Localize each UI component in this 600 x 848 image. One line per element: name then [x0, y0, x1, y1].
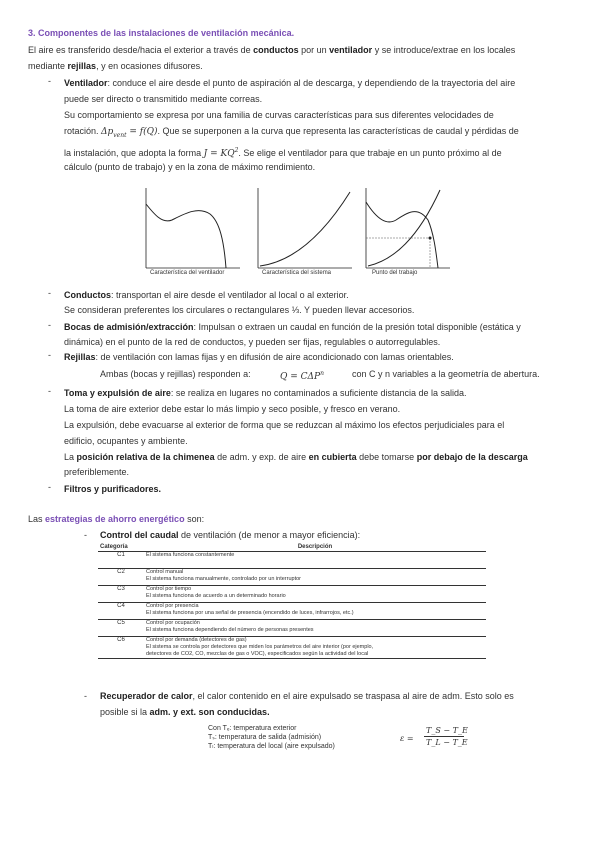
intro-line-1: El aire es transferido desde/hacia el exterior a través de conductos por un ventilador y se introduce/extrae en los locales — [28, 45, 516, 55]
bullet-toma: - — [48, 386, 51, 396]
toma-line-6: preferiblemente. — [64, 467, 130, 477]
toma-line-5: La posición relativa de la chimenea de adm. y exp. de aire en cubierta debe tomarse por debajo de la descarga — [64, 452, 528, 462]
legend-ts: Tₛ: temperatura de salida (admisión) — [208, 734, 322, 741]
operating-point-marker — [429, 237, 432, 240]
control-table — [98, 543, 486, 659]
rejillas-line-2a: Ambas (bocas y rejillas) responden a: — [100, 369, 251, 379]
conductos-line-1: Conductos: transportan el aire desde el ventilador al local o al exterior. — [64, 290, 349, 300]
chart-label-system: Característica del sistema — [262, 270, 332, 276]
bullet-bocas: - — [48, 320, 51, 330]
chart-system-characteristic — [258, 188, 352, 268]
chart-fan-characteristic — [146, 188, 240, 268]
table-row: C4 Control por presencia El sistema funciona por una señal de presencia (encendido de luces, infrarrojos, etc.) — [98, 603, 486, 620]
fan-curves-figure — [140, 180, 450, 280]
bullet-control: - — [84, 530, 87, 540]
legend-tl: Tₗ: temperatura del local (aire expulsado) — [208, 743, 335, 750]
intro-line-2: mediante rejillas, y en ocasiones difusores. — [28, 61, 203, 71]
legend-te: Con Tₑ: temperatura exterior — [208, 725, 297, 732]
toma-line-1: Toma y expulsión de aire: se realiza en lugares no contaminados a suficiente distancia de la salida. — [64, 388, 467, 398]
system-curve — [260, 192, 350, 266]
toma-line-4: edificio, ocupantes y ambiente. — [64, 436, 188, 446]
bullet-recuperador: - — [84, 691, 87, 701]
toma-line-3: La expulsión, debe evacuarse al exterior de forma que se reduzcan al máximo los efectos perjudiciales para el — [64, 420, 505, 430]
table-row: C6 Control por demanda (detectores de gas) El sistema se controla por detectores que miden los parámetros del aire interior (por ejemplo, detectores de CO2, CO, mezclas de gas o VOC), especificados según la actividad del local — [98, 637, 486, 659]
estrategias-line: Las estrategias de ahorro energético son: — [28, 514, 205, 524]
conductos-line-2: Se consideran preferentes los circulares o rectangulares ⅓. Y pueden llevar accesorios. — [64, 305, 415, 315]
bocas-line-1: Bocas de admisión/extracción: Impulsan o extraen un caudal en función de la presión total disponible (estática y — [64, 322, 521, 332]
chart-label-fan: Característica del ventilador — [150, 270, 225, 276]
rejillas-line-1: Rejillas: de ventilación con lamas fijas y en difusión de aire acondicionado con lamas orientables. — [64, 352, 454, 362]
document-page: 3. Componentes de las instalaciones de ventilación mecánica. El aire es transferido desde/hacia el exterior a través de conductos por un ventilador y se introduce/extrae en los locales mediante rejillas, y en ocasiones difusores. - Ventilador: conduce el aire desde el punto de aspiración al de descarga, y dependiendo de la trayectoria del aire puede ser directo o transmitido mediante correas. Su comportamiento se expresa por una familia de curvas características para sus diferentes velocidades de rotación. $\Delta p_{vent} = f(Q)$. Que se superponen a la curva que representa las características de caudal y pérdidas de la instalación, que adopta la forma $J = KQ^2$. Se elige el ventilador para que trabaje en un punto próximo al de cálculo (punto de trabajo) y en la zona de máximo rendimiento. Característica del ventilador Característica del sistema Punto del trabajo - Conductos: transportan el aire desde el ventilador al local o al exterior. Se consideran preferentes los circulares o rectangulares ⅓. Y pueden llevar accesorios. - Bocas de admisión/extracción: Impulsan o extraen un caudal en función de la presión total disponible (estática y dinámica) en el punto de la red de conductos, y pueden ser fijas, regulables o autorregulables. - Rejillas: de ventilación con lamas fijas y en difusión de aire acondicionado con lamas orientables. Ambas (bocas y rejillas) responden a: $Q = C\Delta P^n$ con C y n variables a la geometría de abertura. - Toma y expulsión de aire: se realiza en lugares no contaminados a suficiente distancia de la salida. La toma de aire exterior debe estar lo más limpio y seco posible, y fresco en verano. La expulsión, debe evacuarse al exterior de forma que se reduzcan al máximo los efectos perjudiciales para el edificio, ocupantes y ambiente. La posición relativa de la chimenea de adm. y exp. de aire en cubierta debe tomarse por debajo de la descarga preferiblemente. - Filtros y purificadores. Las estrategias de ahorro energético son: - Control del caudal de ventilación (de menor a mayor eficiencia): Categoría Descripción C1 El sistema funciona constantemente C2 Control manual El sistema funciona manualmente, controlado por un interruptor C3 Control por tiempo El sistema funciona de acuerdo a un determinado horario C4 Control por presencia El sistema funciona por una señal de presencia (encendido de luces, infrarrojos, etc.) C5 Control por ocupación El sistema funciona dependiendo del número de personas presentes C6 Control por demanda (detectores de gas) El sistema se controla por detectores que miden los parámetros del aire interior (por ejemplo, detectores de CO2, CO, mezclas de gas o VOC), especificados según la actividad del local - Recuperador de calor, el calor contenido en el aire expulsado se traspasa al aire de adm. Esto solo es posible si la adm. y ext. son conducidas. Con Tₑ: temperatura exterior Tₛ: temperatura de salida (admisión) Tₗ: temperatura del local (aire expulsado) ε = T_S − T_E T_L − T_E — [28, 28, 540, 750]
filtros-line: Filtros y purificadores. — [64, 484, 162, 494]
table-header-row — [98, 543, 486, 552]
ventilador-line-3: Su comportamiento se expresa por una familia de curvas características para sus diferentes velocidades de — [64, 110, 494, 120]
ventilador-line-6: cálculo (punto de trabajo) y en la zona de máximo rendimiento. — [64, 162, 316, 172]
rejillas-formula: $Q = C\Delta P^n$ — [280, 370, 324, 382]
section-title: 3. Componentes de las instalaciones de ventilación mecánica. — [28, 28, 295, 38]
rejillas-line-2b: con C y n variables a la geometría de abertura. — [352, 369, 540, 379]
fan-curve-2 — [366, 202, 438, 268]
ventilador-line-4: rotación. $\Delta p_{vent} = f(Q)$. Que se superponen a la curva que representa las características de caudal y pérdidas de — [64, 126, 519, 139]
table-header-descripcion: Descripción — [144, 543, 486, 552]
bullet-conductos: - — [48, 288, 51, 298]
table-row: C3 Control por tiempo El sistema funciona de acuerdo a un determinado horario — [98, 586, 486, 603]
table-header-categoria: Categoría — [98, 543, 144, 552]
system-curve-2 — [368, 190, 440, 266]
fan-curve — [146, 204, 226, 268]
control-line: Control del caudal de ventilación (de menor a mayor eficiencia): — [100, 530, 361, 540]
bullet-ventilador: - — [48, 76, 51, 86]
table-row: C5 Control por ocupación El sistema funciona dependiendo del número de personas presentes — [98, 620, 486, 637]
bullet-rejillas: - — [48, 350, 51, 360]
ventilador-line-1: Ventilador: conduce el aire desde el punto de aspiración al de descarga, y dependiendo de la trayectoria del aire — [64, 78, 516, 88]
ventilador-line-2: puede ser directo o transmitido mediante correas. — [64, 94, 263, 104]
recuperador-line-1: Recuperador de calor, el calor contenido en el aire expulsado se traspasa al aire de adm. Esto solo es — [100, 691, 514, 701]
bullet-filtros: - — [48, 482, 51, 492]
toma-line-2: La toma de aire exterior debe estar lo más limpio y seco posible, y fresco en verano. — [64, 404, 401, 414]
chart-operating-point — [366, 188, 450, 268]
chart-label-operating: Punto del trabajo — [372, 270, 418, 276]
bocas-line-2: dinámica) en el punto de la red de conductos, y pueden ser fijas, regulables o autorregulables. — [64, 337, 441, 347]
ventilador-line-5: la instalación, que adopta la forma $J = KQ^2$. Se elige el ventilador para que trabaje en un punto próximo al de — [64, 147, 502, 159]
recuperador-line-2: posible si la adm. y ext. son conducidas. — [100, 707, 270, 717]
table-row: C1 El sistema funciona constantemente — [98, 552, 486, 569]
table-row: C2 Control manual El sistema funciona manualmente, controlado por un interruptor — [98, 569, 486, 586]
